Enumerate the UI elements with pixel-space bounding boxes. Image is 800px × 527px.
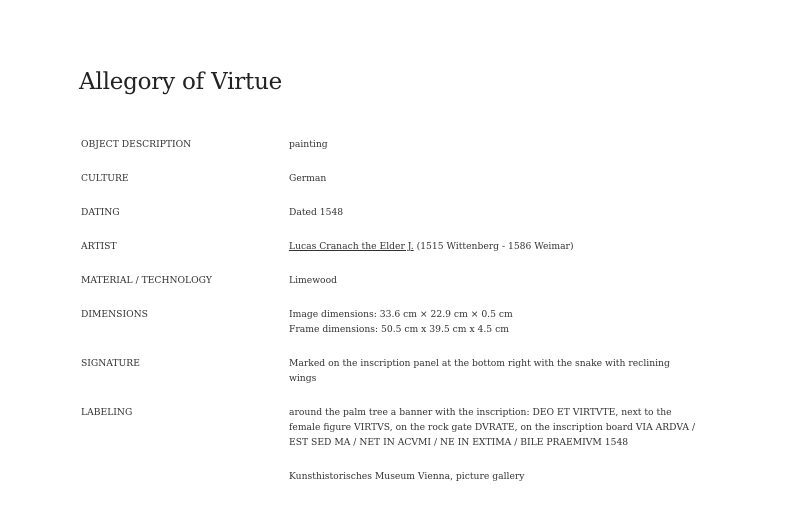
detail-label: MATERIAL / TECHNOLOGY	[81, 275, 212, 286]
detail-value: German	[289, 173, 327, 184]
detail-row-culture	[81, 171, 721, 186]
artist-lifespan: (1515 Wittenberg - 1586 Weimar)	[416, 241, 574, 252]
detail-value: around the palm tree a banner with the inscription: DEO ET VIRTVTE, next to the female figure VIRTVS, on the rock gate DVRATE, on the inscription board VIA ARDVA / EST SED MA / NET IN ACVMI / NE IN EXTIMA / BILE PRAEMIVM 1548	[289, 407, 696, 448]
detail-label: OBJECT DESCRIPTION	[81, 139, 192, 150]
detail-row-dating	[81, 205, 721, 220]
image-dimensions: Image dimensions: 33.6 cm × 22.9 cm × 0.5 cm	[289, 309, 513, 320]
detail-value	[289, 307, 699, 337]
detail-row-dimensions	[81, 307, 721, 337]
detail-value	[289, 239, 699, 254]
detail-label: ARTIST	[81, 241, 117, 252]
detail-value: Dated 1548	[289, 207, 344, 218]
detail-label: CULTURE	[81, 173, 129, 184]
detail-row-location	[81, 469, 721, 484]
detail-value: Kunsthistorisches Museum Vienna, picture gallery	[289, 471, 525, 482]
detail-row-signature	[81, 356, 721, 386]
detail-row-artist	[81, 239, 721, 254]
detail-row-labeling	[81, 405, 721, 450]
detail-label: SIGNATURE	[81, 358, 140, 369]
detail-row-object-description	[81, 137, 721, 152]
detail-label: DIMENSIONS	[81, 309, 148, 320]
detail-value: Limewood	[289, 275, 337, 286]
frame-dimensions: Frame dimensions: 50.5 cm x 39.5 cm x 4.5 cm	[289, 324, 509, 335]
page-title: Allegory of Virtue	[79, 69, 283, 95]
artist-link[interactable]: Lucas Cranach the Elder J.	[289, 241, 414, 252]
detail-label: LABELING	[81, 407, 133, 418]
detail-row-material	[81, 273, 721, 288]
details-list	[81, 137, 721, 503]
detail-label: DATING	[81, 207, 120, 218]
detail-value: painting	[289, 139, 328, 150]
detail-value: Marked on the inscription panel at the bottom right with the snake with reclining wings	[289, 358, 670, 384]
